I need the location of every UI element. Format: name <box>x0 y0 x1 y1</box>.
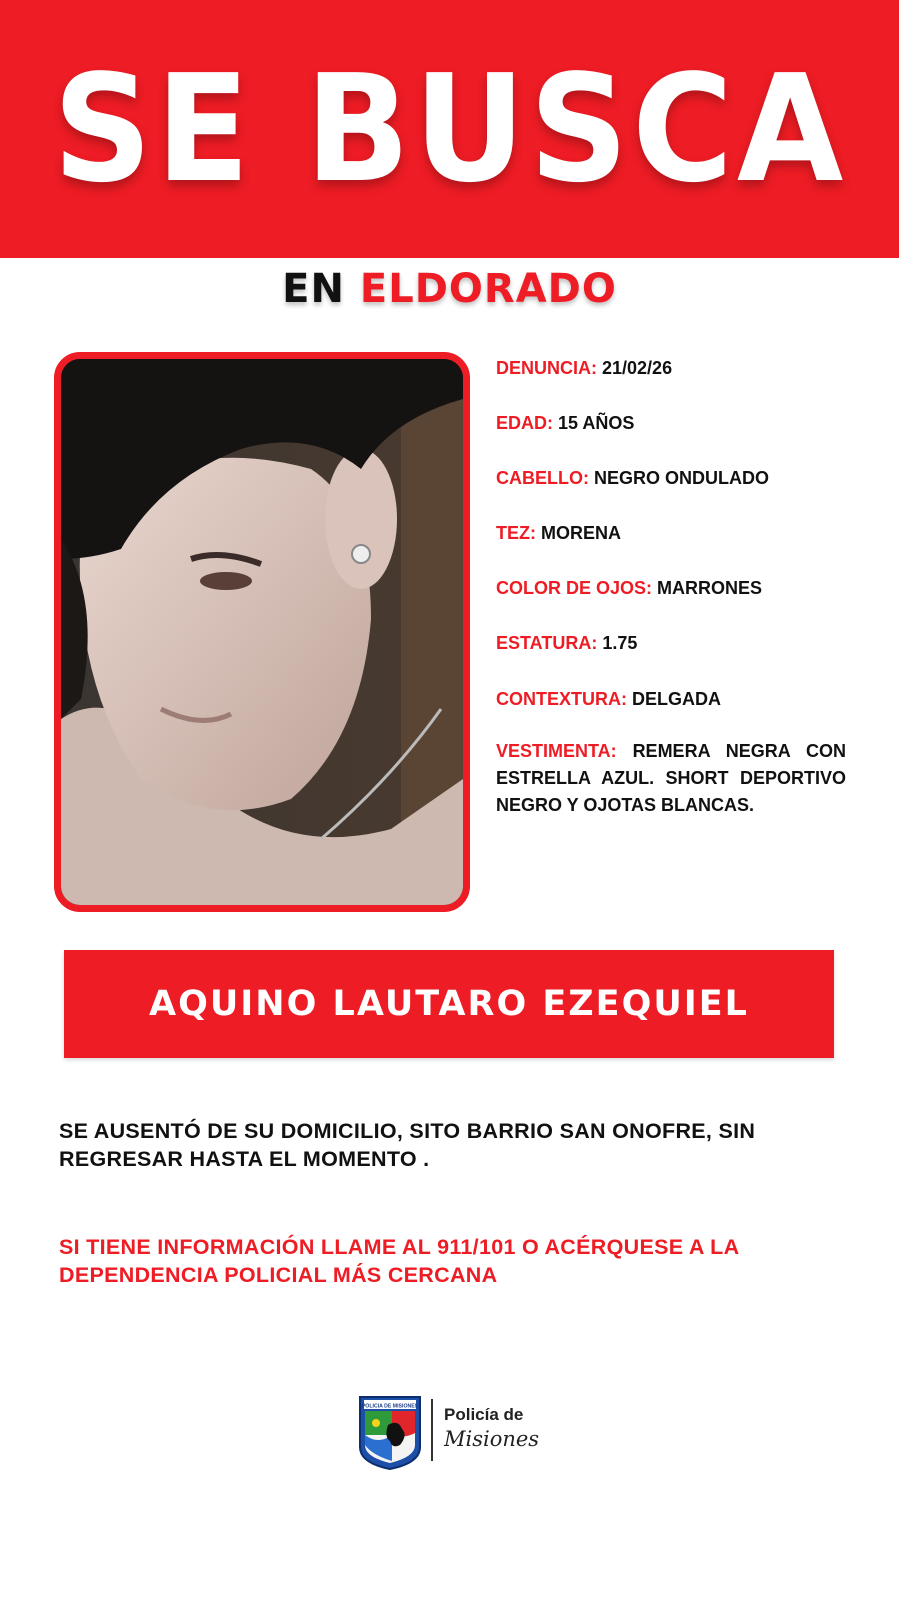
detail-value: REMERA NEGRA CON ESTRELLA AZUL. SHORT DEPORTIVO NEGRO Y OJOTAS BLANCAS. <box>496 741 846 815</box>
call-to-action-text: SI TIENE INFORMACIÓN LLAME AL 911/101 O ACÉRQUESE A LA DEPENDENCIA POLICIAL MÁS CERCANA <box>59 1235 739 1287</box>
detail-value: DELGADA <box>632 689 722 709</box>
page-title: SE BUSCA <box>52 43 847 215</box>
detail-label: ESTATURA: <box>496 633 598 653</box>
detail-color-de-ojos <box>496 578 846 599</box>
person-name: AQUINO LAUTARO EZEQUIEL <box>149 984 749 1024</box>
description-text: SE AUSENTÓ DE SU DOMICILIO, SITO BARRIO SAN ONOFRE, SIN REGRESAR HASTA EL MOMENTO . <box>59 1119 756 1171</box>
detail-label: TEZ: <box>496 523 536 543</box>
police-logo <box>358 1395 548 1475</box>
location-town: ELDORADO <box>359 266 617 312</box>
detail-value: MARRONES <box>657 578 763 598</box>
detail-label: VESTIMENTA: <box>496 741 617 761</box>
detail-value: MORENA <box>541 523 622 543</box>
logo-org-line: Policía de <box>444 1405 524 1424</box>
logo-script-line: Misiones <box>444 1427 540 1451</box>
location-prefix: EN <box>282 266 345 312</box>
detail-edad <box>496 413 846 434</box>
detail-value: 15 AÑOS <box>558 413 635 433</box>
missing-person-photo <box>54 352 470 912</box>
logo-divider <box>431 1399 433 1461</box>
person-name-bar <box>64 950 834 1058</box>
detail-value: NEGRO ONDULADO <box>594 468 770 488</box>
header-banner <box>0 0 899 258</box>
portrait-illustration <box>61 359 463 905</box>
location-heading <box>0 266 899 312</box>
detail-label: CONTEXTURA: <box>496 689 627 709</box>
detail-cabello <box>496 468 846 489</box>
detail-label: DENUNCIA: <box>496 358 597 378</box>
detail-value: 1.75 <box>602 633 638 653</box>
shield-caption: POLICIA DE MISIONES <box>361 1403 419 1410</box>
detail-estatura <box>496 633 846 654</box>
detail-vestimenta <box>496 738 846 819</box>
detail-label: COLOR DE OJOS: <box>496 578 653 598</box>
detail-label: CABELLO: <box>496 468 589 488</box>
detail-denuncia <box>496 358 846 379</box>
detail-label: EDAD: <box>496 413 553 433</box>
detail-value: 21/02/26 <box>602 358 673 378</box>
detail-contextura <box>496 689 846 710</box>
detail-tez <box>496 523 846 544</box>
